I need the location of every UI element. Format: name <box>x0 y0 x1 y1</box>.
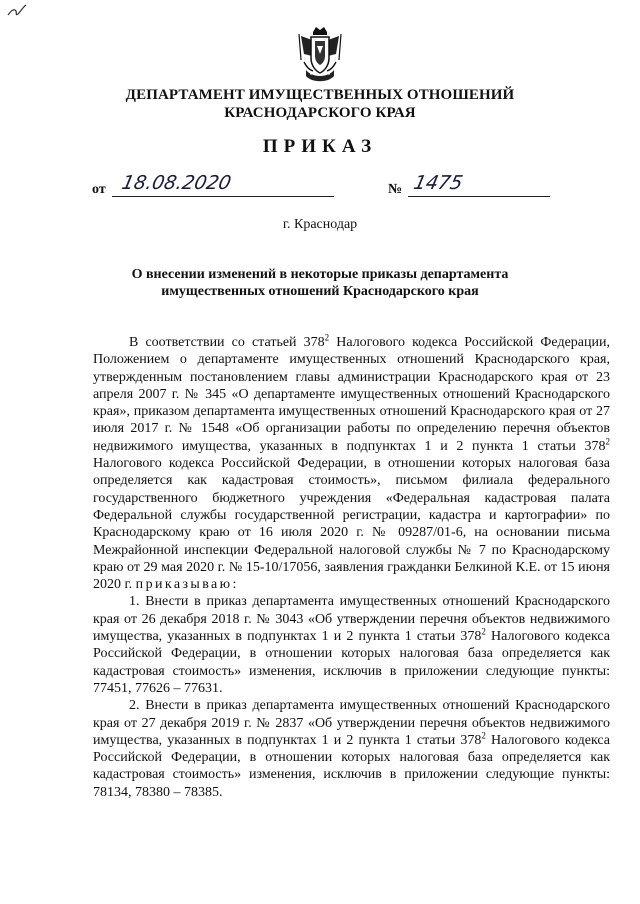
document-body <box>93 334 610 801</box>
item2-text-a: 2. Внести в приказ департамента имущественных отношений Краснодарского края от 27 декабря 2019 г. № 2837 «Об утверждении перечня объектов недвижимого имущества, указанных в подпунктах 1 и 2 пункта 1 статьи 378 <box>93 698 610 748</box>
document-title <box>0 266 640 300</box>
date-underline <box>112 196 334 197</box>
date-number-row <box>92 172 562 200</box>
preamble-text-c: Налогового кодекса Российской Федерации, в отношении которых налоговая база определяется как кадастровая стоимость», письмом филиала федерального государственного бюджетного учреждения «Федеральная кадастровая палата Федеральной службы государственной регистрации, кадастра и картографии» по Краснодарскому краю от 16 июля 2020 г. № 09287/01-6, на основании письма Межрайонной инспекции Федеральной налоговой службы № 7 по Краснодарскому краю от 29 мая 2020 г. № 15-10/17056, заявления гражданки Белкиной К.Е. от 15 июня 2020 г. <box>93 456 610 593</box>
department-name <box>0 86 640 122</box>
preamble-text-a: В соответствии со статьей 378 <box>129 335 325 350</box>
document-type: ПРИКАЗ <box>262 136 378 157</box>
date-label: от <box>92 182 106 197</box>
paragraph-preamble <box>93 334 610 593</box>
item1-text-b: Налогового кодекса Российской Федерации, в отношении которых налоговая база определяется как кадастровая стоимость» изменения, исключив в приложении следующие пункты: 77451, 77626 – 77631. <box>93 629 611 696</box>
paragraph-item-1 <box>93 593 610 697</box>
handwritten-mark-icon <box>6 2 28 20</box>
document-title-line2: имущественных отношений Краснодарского края <box>161 284 479 299</box>
city: г. Краснодар <box>282 217 358 232</box>
paragraph-item-2 <box>93 697 610 801</box>
number-label: № <box>388 182 403 197</box>
document-title-line1: О внесении изменений в некоторые приказы департамента <box>131 267 509 282</box>
number-value: 1475 <box>411 172 465 194</box>
department-name-line1: ДЕПАРТАМЕНТ ИМУЩЕСТВЕННЫХ ОТНОШЕНИЙ <box>125 87 515 103</box>
preamble-sup-b: 2 <box>605 436 610 447</box>
department-name-line2: КРАСНОДАРСКОГО КРАЯ <box>224 105 416 121</box>
order-word: приказываю: <box>135 577 239 593</box>
preamble-text-b: Налогового кодекса Российской Федерации, Положением о департаменте имущественных отношений Краснодарского края, утвержденным постановлением главы администрации Краснодарского края от 23 апреля 2007 г. № 345 «О департаменте имущественных отношений Краснодарского края», приказом департамента имущественных отношений Краснодарского края от 27 июля 2017 г. № 1548 «Об организации работы по определению перечня объектов недвижимого имущества, указанных в подпунктах 1 и 2 пункта 1 статьи 378 <box>93 335 610 454</box>
item2-text-b: Налогового кодекса Российской Федерации, в отношении которых налоговая база определяется как кадастровая стоимость» изменения, исключив в приложении следующие пункты: 78134, 78380 – 78385. <box>93 732 611 800</box>
coat-of-arms-icon <box>298 26 342 84</box>
preamble-sup-a: 2 <box>324 332 330 343</box>
number-underline <box>408 196 550 197</box>
item2-sup: 2 <box>481 730 486 741</box>
date-value: 18.08.2020 <box>119 172 234 194</box>
item1-text-a: 1. Внести в приказ департамента имущественных отношений Краснодарского края от 26 декабря 2018 г. № 3043 «Об утверждении перечня объектов недвижимого имущества, указанных в подпунктах 1 и 2 пункта 1 статьи 378 <box>93 594 610 645</box>
item1-sup: 2 <box>481 626 486 637</box>
